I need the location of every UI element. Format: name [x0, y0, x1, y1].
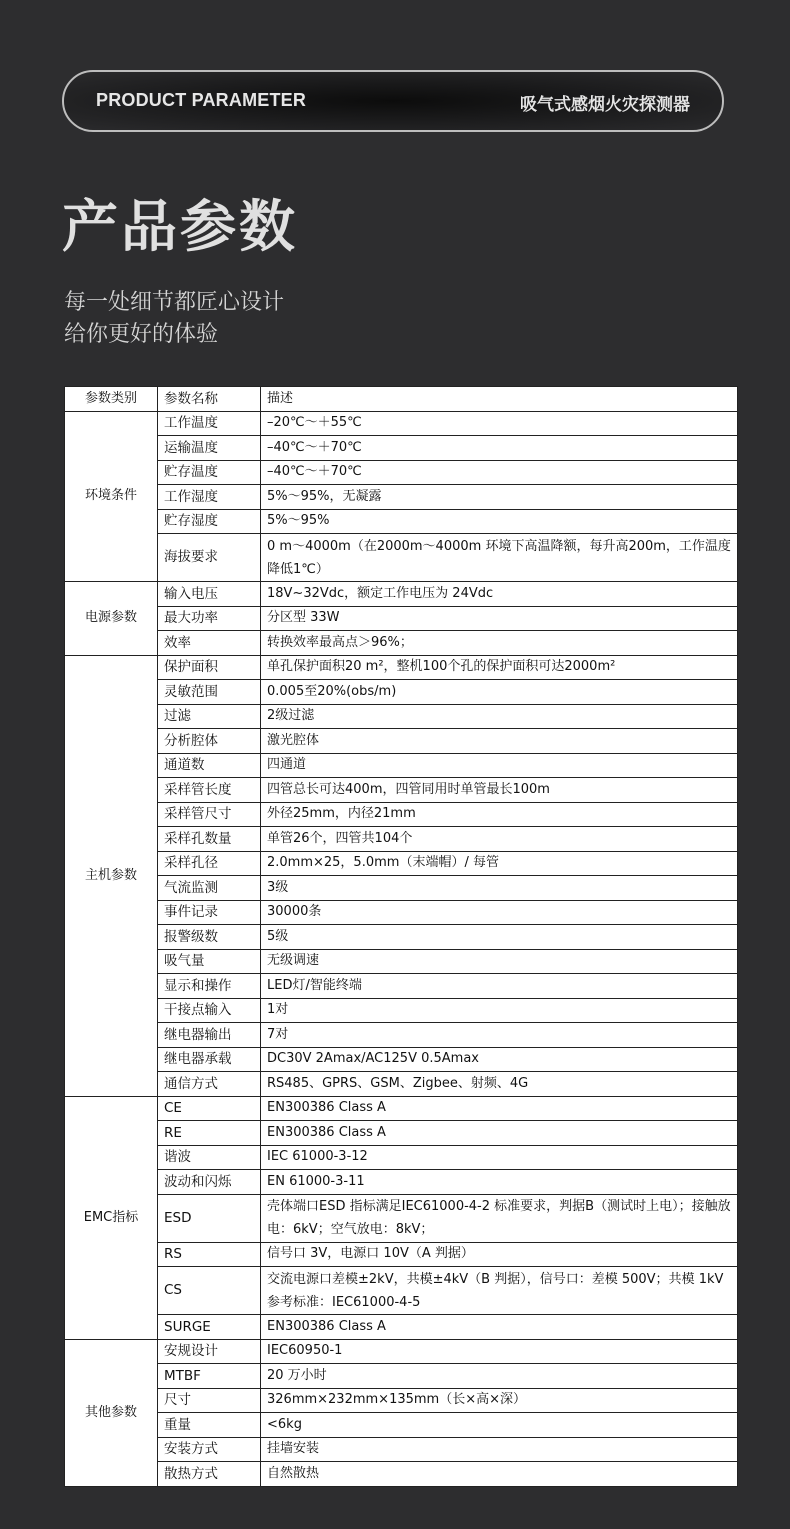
- table-row: [65, 1267, 738, 1315]
- parameter-description-cell: 5%～95%，无凝露: [261, 485, 738, 510]
- table-row: [65, 704, 738, 729]
- table-row: [65, 1096, 738, 1121]
- table-row: [65, 778, 738, 803]
- parameter-name-cell: 保护面积: [158, 655, 261, 680]
- table-row: [65, 998, 738, 1023]
- parameter-name-cell: 工作湿度: [158, 485, 261, 510]
- parameter-description-cell: 转换效率最高点＞96%；: [261, 631, 738, 656]
- parameter-name-cell: CS: [158, 1267, 261, 1315]
- table-row: [65, 802, 738, 827]
- subtitle-line-1: 每一处细节都匠心设计: [64, 290, 285, 315]
- parameter-description-cell: 壳体端口ESD 指标满足IEC61000-4-2 标准要求，判据B（测试时上电）；接触放电：6kV；空气放电：8kV；: [261, 1194, 738, 1242]
- parameter-name-cell: 灵敏范围: [158, 680, 261, 705]
- parameter-name-cell: 运输温度: [158, 436, 261, 461]
- parameter-description-cell: 0 m～4000m（在2000m～4000m 环境下高温降额，每升高200m，工作温度降低1℃）: [261, 534, 738, 582]
- parameter-description-cell: –40℃～＋70℃: [261, 436, 738, 461]
- header-description: 描述: [261, 387, 738, 412]
- parameter-description-cell: IEC 61000-3-12: [261, 1145, 738, 1170]
- table-row: [65, 606, 738, 631]
- parameter-name-cell: 事件记录: [158, 900, 261, 925]
- parameter-name-cell: 采样孔数量: [158, 827, 261, 852]
- category-cell: 电源参数: [65, 582, 158, 656]
- parameter-description-cell: 交流电源口差模±2kV，共模±4kV（B 判据），信号口：差模 500V；共模 1kV 参考标准：IEC61000-4-5: [261, 1267, 738, 1315]
- parameter-description-cell: DC30V 2Amax/AC125V 0.5Amax: [261, 1047, 738, 1072]
- parameter-name-cell: 贮存湿度: [158, 509, 261, 534]
- table-row: [65, 1194, 738, 1242]
- parameter-name-cell: 采样管长度: [158, 778, 261, 803]
- header-right-label: 吸气式感烟火灾探测器: [520, 95, 690, 115]
- table-row: [65, 1023, 738, 1048]
- table-row: [65, 1121, 738, 1146]
- parameter-description-cell: 20 万小时: [261, 1364, 738, 1389]
- parameter-name-cell: 报警级数: [158, 925, 261, 950]
- parameter-name-cell: 重量: [158, 1413, 261, 1438]
- parameter-description-cell: 四通道: [261, 753, 738, 778]
- table-row: [65, 411, 738, 436]
- table-row: [65, 436, 738, 461]
- table-row: [65, 1462, 738, 1487]
- parameter-description-cell: –20℃～＋55℃: [261, 411, 738, 436]
- header-left-label: PRODUCT PARAMETER: [96, 90, 307, 110]
- parameter-description-cell: 30000条: [261, 900, 738, 925]
- parameter-description-cell: 信号口 3V，电源口 10V（A 判据）: [261, 1242, 738, 1267]
- parameter-description-cell: 0.005至20%(obs/m): [261, 680, 738, 705]
- table-row: [65, 974, 738, 999]
- table-row: [65, 1437, 738, 1462]
- category-cell: 其他参数: [65, 1339, 158, 1486]
- parameter-description-cell: EN300386 Class A: [261, 1096, 738, 1121]
- table-row: [65, 729, 738, 754]
- table-row: [65, 1072, 738, 1097]
- parameter-description-cell: IEC60950-1: [261, 1339, 738, 1364]
- parameter-name-cell: 吸气量: [158, 949, 261, 974]
- parameter-name-cell: 通信方式: [158, 1072, 261, 1097]
- table-row: [65, 827, 738, 852]
- parameter-description-cell: 单孔保护面积20 m²，整机100个孔的保护面积可达2000m²: [261, 655, 738, 680]
- parameter-description-cell: 18V~32Vdc，额定工作电压为 24Vdc: [261, 582, 738, 607]
- table-row: [65, 1339, 738, 1364]
- header-category: 参数类别: [65, 387, 158, 412]
- parameter-name-cell: 通道数: [158, 753, 261, 778]
- table-row: [65, 851, 738, 876]
- table-row: [65, 460, 738, 485]
- parameter-name-cell: 最大功率: [158, 606, 261, 631]
- parameter-description-cell: 无级调速: [261, 949, 738, 974]
- table-header-row: [65, 387, 738, 412]
- parameter-name-cell: 采样孔径: [158, 851, 261, 876]
- table-row: [65, 582, 738, 607]
- parameter-description-cell: 分区型 33W: [261, 606, 738, 631]
- parameter-table: [64, 386, 738, 1487]
- table-row: [65, 631, 738, 656]
- parameter-description-cell: 四管总长可达400m，四管同用时单管最长100m: [261, 778, 738, 803]
- parameter-name-cell: 继电器输出: [158, 1023, 261, 1048]
- parameter-name-cell: 继电器承载: [158, 1047, 261, 1072]
- table-row: [65, 1242, 738, 1267]
- parameter-name-cell: 尺寸: [158, 1388, 261, 1413]
- parameter-description-cell: 1对: [261, 998, 738, 1023]
- category-cell: EMC指标: [65, 1096, 158, 1339]
- table-row: [65, 1315, 738, 1340]
- table-row: [65, 1047, 738, 1072]
- parameter-name-cell: 气流监测: [158, 876, 261, 901]
- category-cell: 主机参数: [65, 655, 158, 1096]
- parameter-description-cell: 单管26个，四管共104个: [261, 827, 738, 852]
- parameter-description-cell: 5级: [261, 925, 738, 950]
- table-row: [65, 753, 738, 778]
- table-row: [65, 876, 738, 901]
- parameter-description-cell: 326mm×232mm×135mm（长×高×深）: [261, 1388, 738, 1413]
- parameter-description-cell: 2.0mm×25，5.0mm（末端帽）/ 每管: [261, 851, 738, 876]
- table-row: [65, 1388, 738, 1413]
- table-row: [65, 949, 738, 974]
- parameter-name-cell: 干接点输入: [158, 998, 261, 1023]
- parameter-name-cell: 显示和操作: [158, 974, 261, 999]
- parameter-description-cell: 3级: [261, 876, 738, 901]
- table-row: [65, 1364, 738, 1389]
- parameter-name-cell: ESD: [158, 1194, 261, 1242]
- parameter-name-cell: 工作温度: [158, 411, 261, 436]
- table-row: [65, 680, 738, 705]
- parameter-description-cell: EN300386 Class A: [261, 1121, 738, 1146]
- parameter-name-cell: 谐波: [158, 1145, 261, 1170]
- parameter-description-cell: <6kg: [261, 1413, 738, 1438]
- header-name: 参数名称: [158, 387, 261, 412]
- parameter-description-cell: 自然散热: [261, 1462, 738, 1487]
- parameter-name-cell: MTBF: [158, 1364, 261, 1389]
- parameter-description-cell: 2级过滤: [261, 704, 738, 729]
- table-row: [65, 534, 738, 582]
- parameter-name-cell: 贮存温度: [158, 460, 261, 485]
- parameter-name-cell: 波动和闪烁: [158, 1170, 261, 1195]
- parameter-description-cell: RS485、GPRS、GSM、Zigbee、射频、4G: [261, 1072, 738, 1097]
- parameter-name-cell: SURGE: [158, 1315, 261, 1340]
- parameter-name-cell: 海拔要求: [158, 534, 261, 582]
- parameter-description-cell: –40℃～＋70℃: [261, 460, 738, 485]
- page-title: 产品参数: [62, 195, 298, 260]
- table-row: [65, 900, 738, 925]
- parameter-name-cell: 安规设计: [158, 1339, 261, 1364]
- parameter-name-cell: RE: [158, 1121, 261, 1146]
- category-cell: 环境条件: [65, 411, 158, 582]
- parameter-description-cell: 外径25mm，内径21mm: [261, 802, 738, 827]
- parameter-name-cell: CE: [158, 1096, 261, 1121]
- parameter-description-cell: 7对: [261, 1023, 738, 1048]
- parameter-description-cell: 5%～95%: [261, 509, 738, 534]
- parameter-description-cell: EN 61000-3-11: [261, 1170, 738, 1195]
- table-row: [65, 485, 738, 510]
- parameter-name-cell: 过滤: [158, 704, 261, 729]
- parameter-description-cell: 挂墙安装: [261, 1437, 738, 1462]
- table-row: [65, 1413, 738, 1438]
- table-row: [65, 1170, 738, 1195]
- table-row: [65, 925, 738, 950]
- parameter-description-cell: 激光腔体: [261, 729, 738, 754]
- header-banner: [62, 70, 724, 132]
- parameter-name-cell: 安装方式: [158, 1437, 261, 1462]
- parameter-name-cell: 分析腔体: [158, 729, 261, 754]
- parameter-name-cell: 效率: [158, 631, 261, 656]
- parameter-description-cell: LED灯/智能终端: [261, 974, 738, 999]
- parameter-name-cell: 散热方式: [158, 1462, 261, 1487]
- parameter-name-cell: 采样管尺寸: [158, 802, 261, 827]
- table-row: [65, 655, 738, 680]
- table-row: [65, 509, 738, 534]
- parameter-name-cell: RS: [158, 1242, 261, 1267]
- table-row: [65, 1145, 738, 1170]
- subtitle-line-2: 给你更好的体验: [64, 322, 219, 347]
- parameter-description-cell: EN300386 Class A: [261, 1315, 738, 1340]
- parameter-name-cell: 输入电压: [158, 582, 261, 607]
